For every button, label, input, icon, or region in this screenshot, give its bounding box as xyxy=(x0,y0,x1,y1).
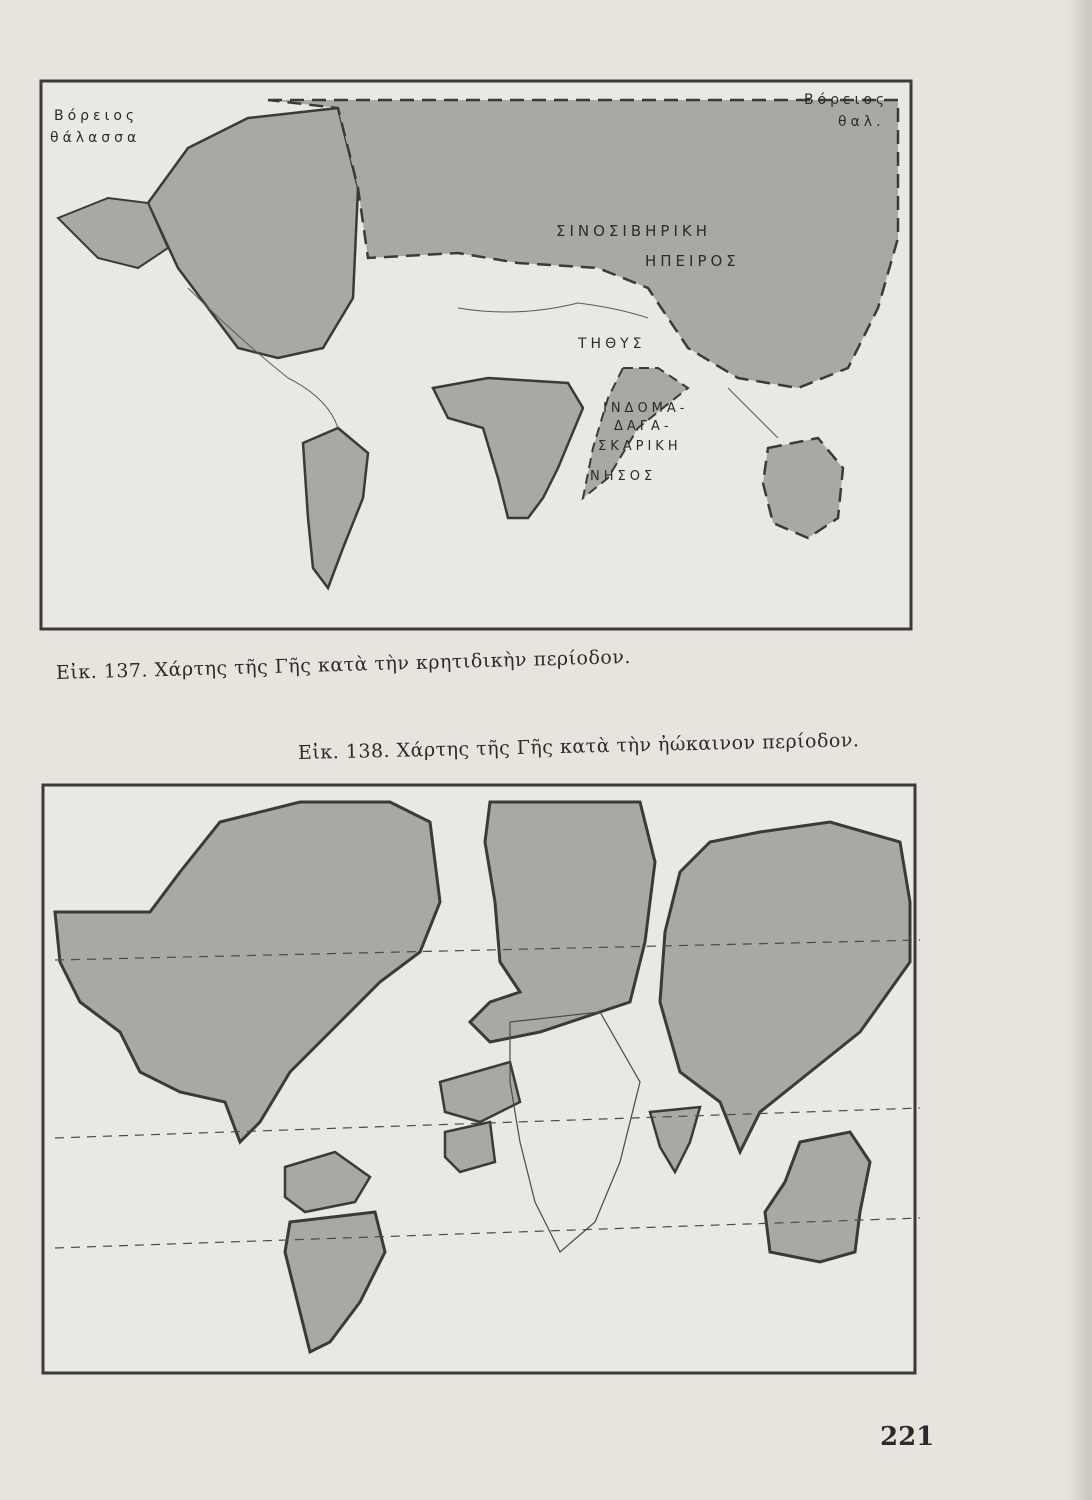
eocene-map xyxy=(40,782,920,1378)
west-africa-fragment xyxy=(445,1122,495,1172)
label-indomad-4: ΝΗΣΟΣ xyxy=(590,469,657,484)
label-indomad-3: ΣΚΑΡΙΚΗ xyxy=(598,439,682,454)
cretaceous-map xyxy=(38,78,918,634)
label-indomad-2: ΔΑΓΑ- xyxy=(614,419,673,434)
figure-137-caption: Εἰκ. 137. Χάρτης τῆς Γῆς κατὰ τὴν κρητιδικὴν περίοδον. xyxy=(55,645,632,684)
label-sinosiberian-1: ΣΙΝΟΣΙΒΗΡΙΚΗ xyxy=(556,222,711,240)
page-number: 221 xyxy=(880,1422,935,1452)
label-north-sea-left-1: Βόρειος xyxy=(54,108,139,124)
label-tethys: ΤΗΘΥΣ xyxy=(578,336,646,352)
label-north-sea-right-2: θαλ. xyxy=(838,114,885,130)
figure-138-caption: Εἰκ. 138. Χάρτης τῆς Γῆς κατὰ τὴν ἠώκαινον περίοδον. xyxy=(297,729,860,764)
page-edge-shadow xyxy=(1066,0,1092,1500)
label-sinosiberian-2: ΗΠΕΙΡΟΣ xyxy=(645,252,740,270)
label-north-sea-right-1: Βόρειος xyxy=(804,92,889,108)
label-north-sea-left-2: θάλασσα xyxy=(50,130,141,146)
label-indomad-1: ΙΝΔΟΜΑ- xyxy=(603,401,689,416)
